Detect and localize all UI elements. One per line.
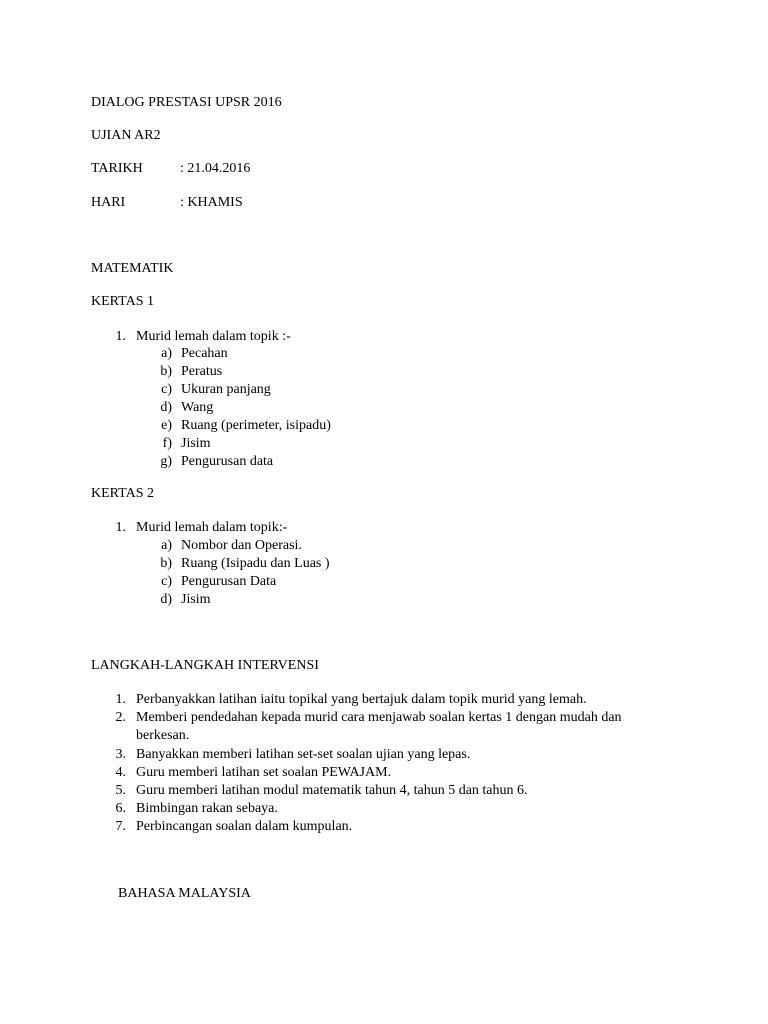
topic-text: Wang [181,400,214,415]
topic-text: Peratus [181,364,223,379]
topic-text: Jisim [181,592,211,607]
list-marker: d) [160,400,172,415]
step-text: Guru memberi latihan set soalan PEWAJAM. [136,765,392,780]
section-heading-intervensi: LANGKAH-LANGKAH INTERVENSI [91,658,319,673]
weak-topic-intro: Murid lemah dalam topik:- [136,520,288,535]
exam-name: UJIAN AR2 [91,128,161,143]
topic-text: Ukuran panjang [181,382,271,397]
list-number: 5. [115,783,126,798]
list-marker: f) [162,436,172,451]
list-marker: g) [160,454,172,469]
step-text: Perbincangan soalan dalam kumpulan. [136,819,353,834]
step-text: Guru memberi latihan modul matematik tahun 4, tahun 5 dan tahun 6. [136,783,528,798]
list-marker: b) [160,364,172,379]
step-text: Memberi pendedahan kepada murid cara menjawab soalan kertas 1 dengan mudah dan berkesan. [136,710,622,743]
weak-topic-intro: Murid lemah dalam topik :- [136,329,291,344]
list-number: 7. [115,819,126,834]
step-text: Bimbingan rakan sebaya. [136,801,278,816]
list-number: 1. [115,692,126,707]
topic-text: Nombor dan Operasi. [181,538,302,553]
list-marker: c) [161,382,172,397]
topic-text: Pecahan [181,346,228,361]
section-heading-bahasa-malaysia: BAHASA MALAYSIA [118,886,251,901]
topic-text: Pengurusan Data [181,574,277,589]
list-number: 3. [115,747,126,762]
paper-heading-kertas-2: KERTAS 2 [91,486,154,501]
topic-text: Ruang (Isipadu dan Luas ) [181,556,330,571]
list-number: 1. [115,329,126,344]
day-value: : KHAMIS [180,195,243,210]
step-text: Perbanyakkan latihan iaitu topikal yang bertajuk dalam topik murid yang lemah. [136,692,587,707]
topic-text: Jisim [181,436,211,451]
topic-text: Ruang (perimeter, isipadu) [181,418,331,433]
section-heading-matematik: MATEMATIK [91,261,174,276]
list-number: 1. [115,520,126,535]
step-text: Banyakkan memberi latihan set-set soalan ujian yang lepas. [136,747,471,762]
paper-heading-kertas-1: KERTAS 1 [91,294,154,309]
list-marker: a) [161,346,172,361]
list-marker: d) [160,592,172,607]
date-value: : 21.04.2016 [180,161,251,176]
list-number: 6. [115,801,126,816]
day-label: HARI [91,195,126,210]
list-marker: b) [160,556,172,571]
list-marker: e) [161,418,172,433]
document-title: DIALOG PRESTASI UPSR 2016 [91,95,282,110]
list-number: 4. [115,765,126,780]
list-marker: a) [161,538,172,553]
date-label: TARIKH [91,161,143,176]
list-marker: c) [161,574,172,589]
list-number: 2. [115,710,126,725]
topic-text: Pengurusan data [181,454,274,469]
